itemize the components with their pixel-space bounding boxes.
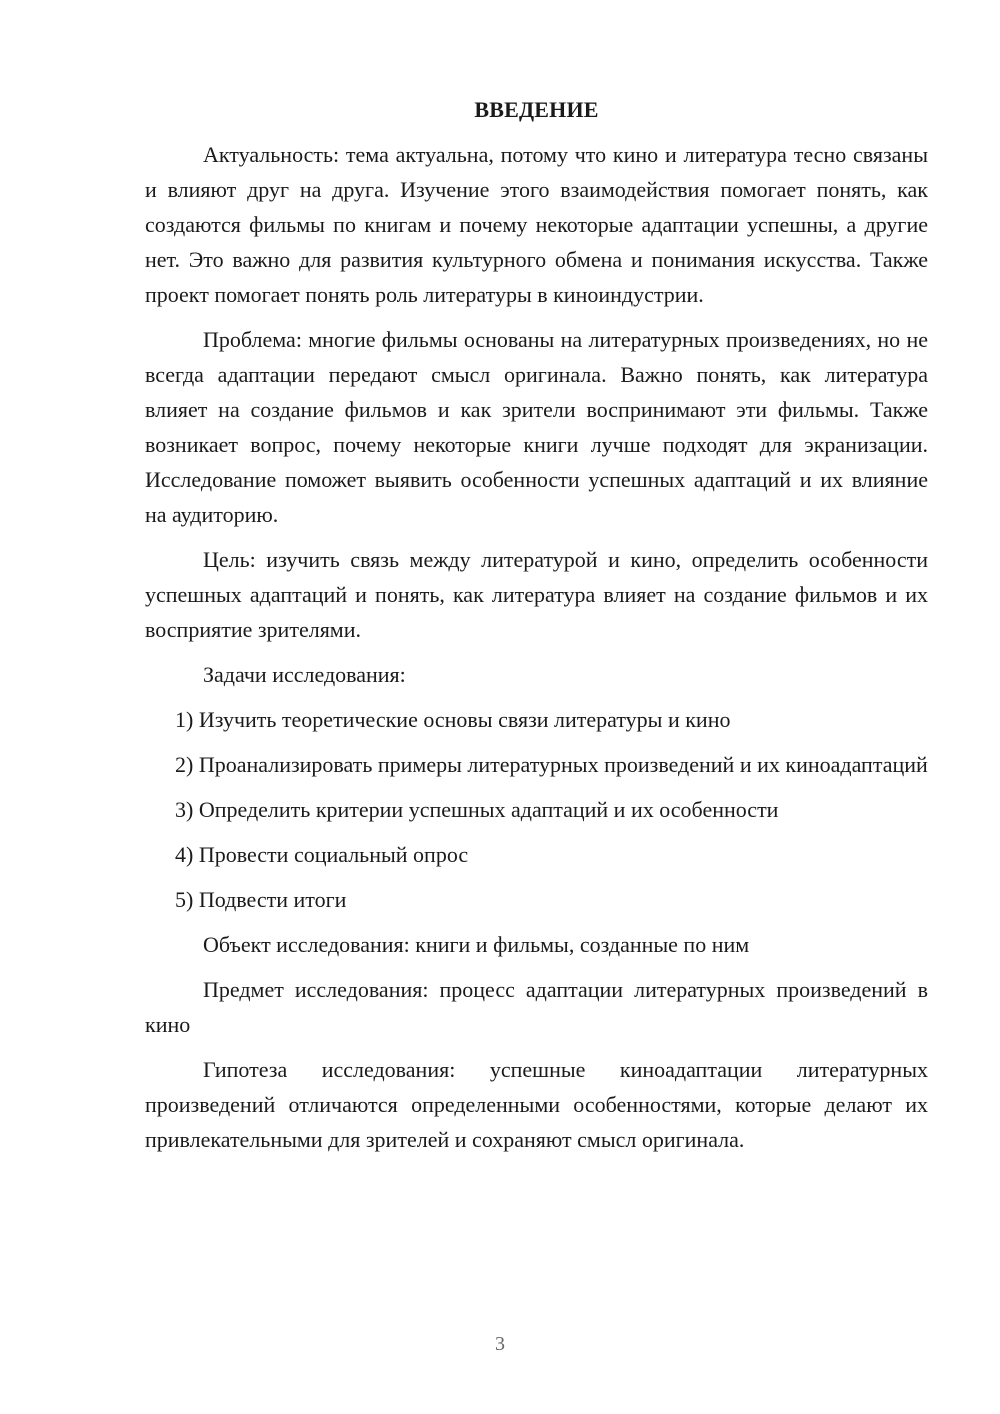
tasks-heading: Задачи исследования: [203, 662, 406, 687]
hypothesis-paragraph: Гипотеза исследования: успешные киноадаптации литературных произведений отличаются определенными особенностями, которые делают их привлекательными для зрителей и сохраняют смысл оригинала. [145, 1057, 928, 1152]
page-title: ВВЕДЕНИЕ [474, 97, 599, 122]
task-item: 4) Провести социальный опрос [175, 842, 469, 867]
object-paragraph: Объект исследования: книги и фильмы, созданные по ним [203, 932, 750, 957]
subject-paragraph: Предмет исследования: процесс адаптации литературных произведений в кино [145, 977, 928, 1037]
document-page [145, 95, 928, 1157]
task-item: 2) Проанализировать примеры литературных произведений и их киноадаптаций [175, 752, 928, 777]
tasks-list [145, 702, 928, 917]
page-number: 3 [495, 1333, 505, 1355]
task-item: 5) Подвести итоги [175, 887, 347, 912]
task-item: 1) Изучить теоретические основы связи литературы и кино [175, 707, 731, 732]
task-item: 3) Определить критерии успешных адаптаций и их особенности [175, 797, 779, 822]
problem-paragraph: Проблема: многие фильмы основаны на литературных произведениях, но не всегда адаптации передают смысл оригинала. Важно понять, как литература влияет на создание фильмов и как зрители воспринимают эти фильмы. Также возникает вопрос, почему некоторые книги лучше подходят для экранизации. Исследование поможет выявить особенности успешных адаптаций и их влияние на аудиторию. [145, 327, 928, 527]
goal-paragraph: Цель: изучить связь между литературой и кино, определить особенности успешных адаптаций и понять, как литература влияет на создание фильмов и их восприятие зрителями. [145, 547, 928, 642]
relevance-paragraph: Актуальность: тема актуальна, потому что кино и литература тесно связаны и влияют друг на друга. Изучение этого взаимодействия помогает понять, как создаются фильмы по книгам и почему некоторые адаптации успешны, а другие нет. Это важно для развития культурного обмена и понимания искусства. Также проект помогает понять роль литературы в киноиндустрии. [145, 142, 928, 307]
